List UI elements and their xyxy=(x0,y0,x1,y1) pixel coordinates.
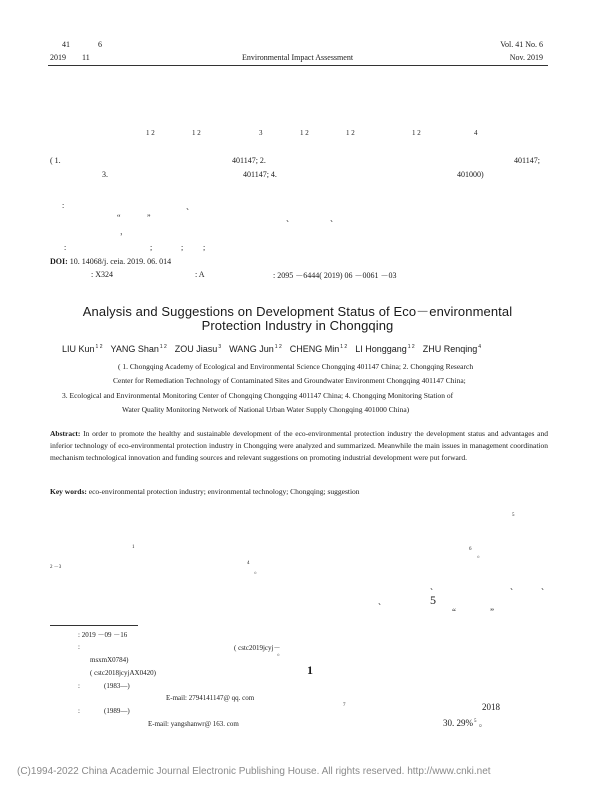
header-date-cn: 2019 11 xyxy=(50,53,90,62)
body-comma: 、 xyxy=(541,582,549,591)
body-quote-close: ” xyxy=(490,607,494,617)
cn-keywords-sep: ; xyxy=(150,243,153,252)
cn-affiliation-3: 3. xyxy=(102,170,108,179)
cn-abstract-quote-open: “ xyxy=(117,213,121,222)
footnote-author2-colon: : xyxy=(78,707,80,715)
en-author-affiliation-mark: 4 xyxy=(478,344,482,350)
header-journal-name: Environmental Impact Assessment xyxy=(241,53,354,62)
body-sup: 5 xyxy=(512,513,515,518)
header-volume-en: Vol. 41 No. 6 xyxy=(500,40,543,49)
footnote-author2-email: E-mail: yangshanwr@ 163. com xyxy=(148,720,239,728)
doi-label: DOI: xyxy=(50,257,68,266)
en-author-name: ZOU Jiasu xyxy=(174,344,218,354)
cn-abstract-colon: : xyxy=(62,201,65,210)
cn-author-mark: 3 xyxy=(259,129,263,137)
copyright-footer: (C)1994-2022 China Academic Journal Electronic Publishing House. All rights reserved. http://www.cnki.net xyxy=(17,766,491,777)
en-author-affiliation-mark: 3 xyxy=(218,344,222,350)
en-title-line2: Protection Industry in Chongqing xyxy=(201,318,394,333)
cn-author-mark: 1 2 xyxy=(146,129,155,137)
cn-author-mark: 4 xyxy=(474,129,478,137)
cn-keywords-colon: : xyxy=(64,243,67,252)
footnote-author1-email: E-mail: 2794141147@ qq. com xyxy=(166,694,255,702)
cn-abstract-comma: 、 xyxy=(330,214,338,223)
cn-affiliation-start: ( 1. xyxy=(50,156,61,165)
body-quote-open: “ xyxy=(452,607,456,617)
cn-affiliation-end: 401147; xyxy=(514,156,540,165)
header-date-en: Nov. 2019 xyxy=(509,53,543,62)
cn-keywords-sep: ; xyxy=(203,243,206,252)
en-abstract xyxy=(50,428,548,464)
footnote-author1-year: (1983—) xyxy=(104,682,130,690)
en-author xyxy=(423,344,481,354)
en-abstract-text: In order to promote the healthy and sustainable development of the eco-environmental protection industry the development status and advantages and inferior technology of eco-environmental protection industry in Chongqing were analyzed and summarized. Meanwhile the main issues in management coordination mechanism technological innovation and funding sources and relevant suggestions on promoting industrial development were put forward. xyxy=(50,429,548,462)
cn-affiliation-4: 401147; 4. xyxy=(243,170,277,179)
en-keywords xyxy=(50,486,548,498)
right-year: 2018 xyxy=(482,702,500,712)
body-sup: 6 xyxy=(469,547,472,552)
footnote-rule xyxy=(50,625,138,626)
body-sup: 1 xyxy=(132,545,135,550)
en-affiliation-line: Center for Remediation Technology of Contaminated Sites and Groundwater Environment Chongqing 401147 China; xyxy=(113,376,466,385)
en-author-name: CHENG Min xyxy=(289,344,340,354)
en-affiliation-line: Water Quality Monitoring Network of National Urban Water Supply Chongqing 401000 China) xyxy=(122,405,410,414)
body-dot: 。 xyxy=(254,567,261,575)
doi-line xyxy=(50,257,171,266)
en-keywords-label: Key words: xyxy=(50,487,87,496)
en-title-line1: Analysis and Suggestions on Development Status of Eco－environmental xyxy=(82,304,513,319)
en-author-name: ZHU Renqing xyxy=(422,344,478,354)
body-comma: 、 xyxy=(378,597,386,606)
body-comma: 、 xyxy=(430,582,438,591)
en-affiliation-line: 3. Ecological and Environmental Monitoring Center of Chongqing Chongqing 401147 China; 4. Chongqing Monitoring Station of xyxy=(62,391,454,400)
article-id: : 2095 －6444( 2019) 06 －0061 －03 xyxy=(273,271,397,280)
right-sup: 7 xyxy=(343,703,346,708)
en-author-name: WANG Jun xyxy=(229,344,274,354)
footnote-fund-dot: 。 xyxy=(277,649,284,657)
en-author-affiliation-mark: 1 2 xyxy=(340,344,348,350)
right-percent: 30. 29%$^5$ 。 xyxy=(443,718,488,728)
cn-author-mark: 1 2 xyxy=(192,129,201,137)
doi-value: 10. 14068/j. ceia. 2019. 06. 014 xyxy=(69,257,172,266)
cn-affiliation-close: 401000) xyxy=(457,170,484,179)
body-sup: 4 xyxy=(247,561,250,566)
clc-number: : X324 xyxy=(91,270,114,279)
body-dot: 。 xyxy=(477,551,484,559)
footnote-fund-code: ( cstc2018jcyjAX0420) xyxy=(90,669,156,677)
en-author xyxy=(175,344,221,354)
en-author-affiliation-mark: 1 2 xyxy=(274,344,282,350)
footnote-fund-code: msxmX0784) xyxy=(90,656,129,664)
document-code: : A xyxy=(195,270,205,279)
body-comma: 、 xyxy=(510,582,518,591)
footnote-author2-year: (1989—) xyxy=(104,707,130,715)
en-author-affiliation-mark: 1 2 xyxy=(407,344,415,350)
footnote-author1-colon: : xyxy=(78,682,80,690)
footnote-fund-colon: : xyxy=(78,643,80,651)
en-author xyxy=(355,344,415,354)
en-author xyxy=(229,344,282,354)
en-author-name: YANG Shan xyxy=(110,344,159,354)
en-abstract-label: Abstract: xyxy=(50,429,81,438)
en-author-affiliation-mark: 1 2 xyxy=(159,344,167,350)
footnote-fund-code: ( cstc2019jcyj－ xyxy=(234,644,281,652)
header-volume-cn: 41 6 xyxy=(62,40,102,49)
header-rule xyxy=(48,65,548,66)
en-author-affiliation-mark: 1 2 xyxy=(95,344,103,350)
footnote-received: : 2019 －09 －16 xyxy=(78,631,128,639)
en-affiliation-line: ( 1. Chongqing Academy of Ecological and Environmental Science Chongqing 401147 China; 2. Chongqing Research xyxy=(118,362,474,371)
cn-keywords-sep: ; xyxy=(181,243,184,252)
en-author xyxy=(290,344,347,354)
cn-abstract-comma: 、 xyxy=(286,214,294,223)
en-author xyxy=(62,344,102,354)
cn-affiliation-mid: 401147; 2. xyxy=(232,156,266,165)
en-author-list xyxy=(62,344,542,354)
cn-author-mark: 1 2 xyxy=(346,129,355,137)
cn-abstract-dot: ， xyxy=(120,227,128,236)
en-author xyxy=(110,344,166,354)
body-number: 5 xyxy=(430,593,436,607)
cn-author-mark: 1 2 xyxy=(300,129,309,137)
en-author-name: LIU Kun xyxy=(62,344,95,354)
cn-author-mark: 1 2 xyxy=(412,129,421,137)
section-number: 1 xyxy=(307,663,313,677)
body-ref: 2 －3 xyxy=(50,565,62,570)
en-keywords-text: eco-environmental protection industry; environmental technology; Chongqing; suggestion xyxy=(88,487,360,496)
cn-abstract-quote-close: ” xyxy=(147,213,151,222)
en-author-name: LI Honggang xyxy=(355,344,407,354)
cn-abstract-comma: 、 xyxy=(186,202,194,211)
